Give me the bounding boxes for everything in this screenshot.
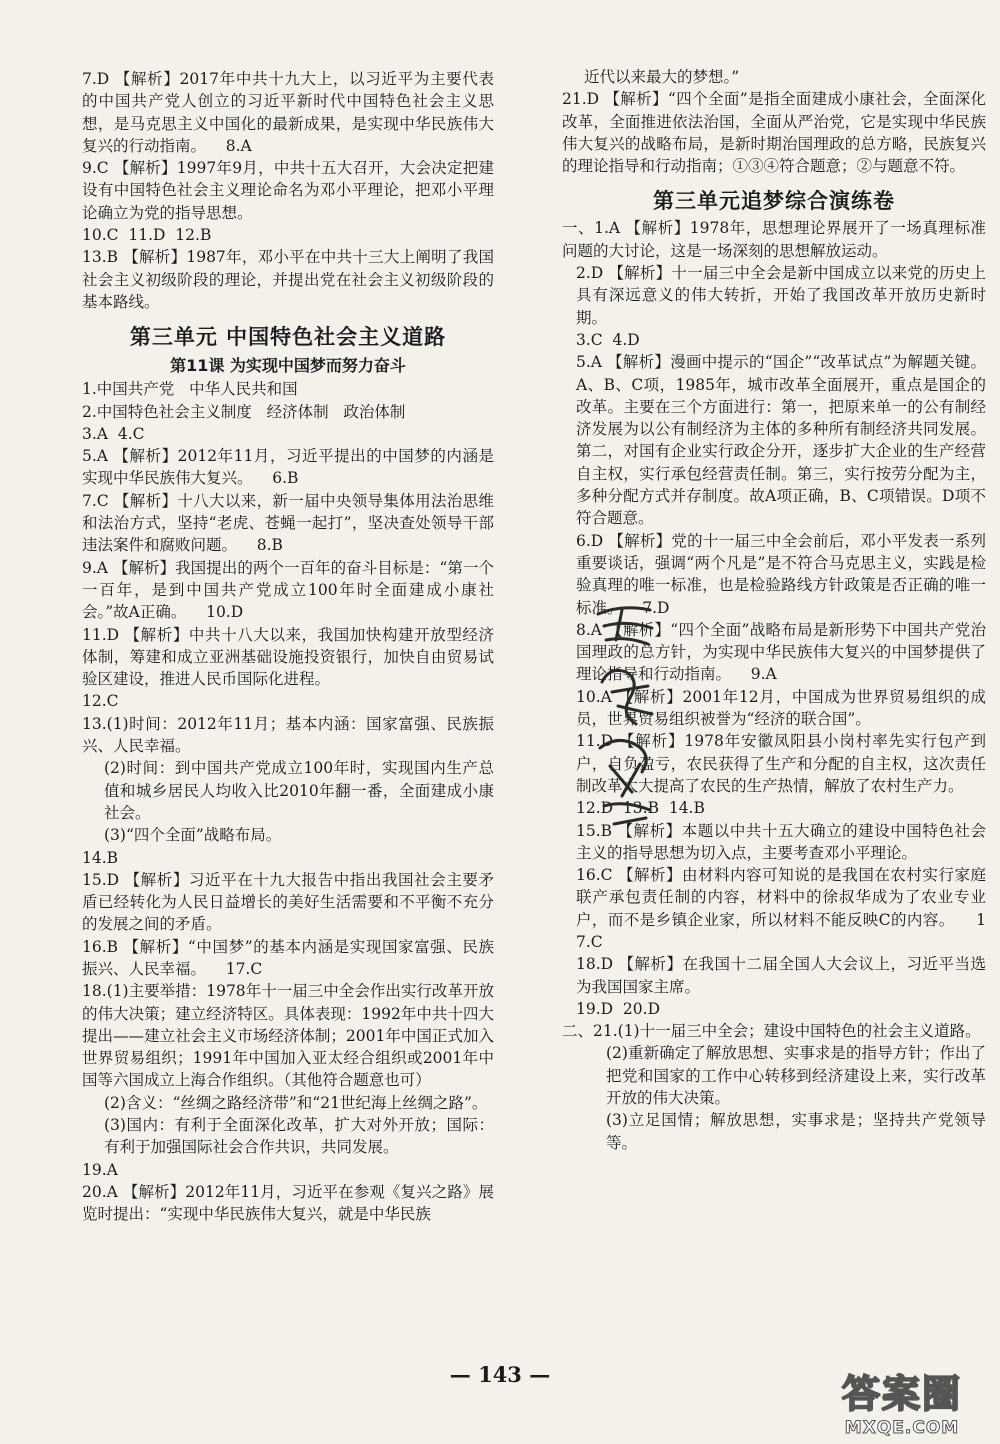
answer-item: 16.C 【解析】由材料内容可知说的是我国在农村实行家庭联产承包责任制的内容，材料中的徐叔华成为了农业专业户，而不是乡镇企业家，所以材料不能反映C的内容。 17.C xyxy=(576,866,986,951)
unit-title: 第三单元 中国特色社会主义道路 xyxy=(129,325,447,350)
answer-item: 10.C 11.D 12.B xyxy=(82,226,212,245)
answer-continuation: 近代以来最大的梦想。” xyxy=(584,68,740,86)
page-number: — 143 — xyxy=(449,1362,551,1387)
answer-item: 2.中国特色社会主义制度 经济体制 政治体制 xyxy=(82,402,406,421)
answer-item: 12.D 13.B 14.B xyxy=(576,799,705,818)
answer-item: 二、21.(1)十一届三中全会；建设中国特色的社会主义道路。 xyxy=(562,1022,981,1041)
scribble-stroke xyxy=(598,608,652,644)
answer-item: 5.A 【解析】漫画中提示的“国企”“改革试点”为解题关键。A、B、C项，1985年，城市改革全面展开，重点是国企的改革。主要在三个方面进行：第一，把原来单一的公有制经济发展为以公有制经济为主体的多种所有制经济共同发展。第二，对国有企业实行政企分开，逐步扩大企业的生产经营自主权，实行承包经营责任制。第三，实行按劳分配为主，多种分配方式并存制度。故A项正确，B、C项错误。D项不符合题意。 xyxy=(576,353,986,528)
answer-subitem: (3)国内：有利于全面深化改革，扩大对外开放；国际：有利于加强国际社会合作共识，共同发展。 xyxy=(104,1116,494,1157)
exam-title: 第三单元追梦综合演练卷 xyxy=(653,189,895,214)
answer-item: 21.D 【解析】“四个全面”是指全面建成小康社会，全面深化改革，全面推进依法治国，全面从严治党，它是实现中华民族伟大复兴的战略布局，是新时期治国理政的总方略，民族复兴的理论指导和行动指南；①③④符合题意；②与题意不符。 xyxy=(562,90,986,176)
answer-item: 18.D 【解析】在我国十二届全国人大会议上，习近平当选为我国国家主席。 xyxy=(576,955,986,996)
answer-item: 11.D 【解析】1978年安徽凤阳县小岗村率先实行包产到户，自负盈亏，农民获得了生产和分配的自主权，这次责任制改革大大提高了农民的生产热情，解放了农村生产力。 xyxy=(576,732,986,795)
answer-item: 14.B xyxy=(82,848,119,867)
answer-item: 10.A 【解析】2001年12月，中国成为世界贸易组织的成员，世界贸易组织被誉为“经济的联合国”。 xyxy=(576,687,986,729)
answer-item: 一、1.A 【解析】1978年，思想理论界展开了一场真理标准问题的大讨论，这是一场深刻的思想解放运动。 xyxy=(562,219,986,260)
answer-item: 12.C xyxy=(82,692,119,711)
answer-subitem: (3)“四个全面”战略布局。 xyxy=(104,826,282,845)
answer-item: 3.A 4.C xyxy=(82,424,145,443)
answer-item: 15.B 【解析】本题以中共十五大确立的建设中国特色社会主义的指导思想为切入点，主要考查邓小平理论。 xyxy=(576,821,986,862)
answer-subitem: (3)立足国情；解放思想，实事求是；坚持共产党领导等。 xyxy=(606,1111,986,1152)
scribble-stroke xyxy=(602,670,652,724)
answer-subitem: (2)重新确定了解放思想、实事求是的指导方针；作出了把党和国家的工作中心转移到经济建设上来，实行改革开放的伟大决策。 xyxy=(606,1044,986,1108)
answer-item: 19.D 20.D xyxy=(576,999,661,1018)
handwritten-scribble xyxy=(592,596,664,836)
answer-item: 9.C 【解析】1997年9月，中共十五大召开，大会决定把建设有中国特色社会主义理论命名为邓小平理论，把邓小平理论确立为党的指导思想。 xyxy=(82,159,494,222)
answer-item: 18.(1)主要举措：1978年十一届三中全会作出实行改革开放的伟大决策；建立经济特区。具体表现：1992年中共十四大提出——建立社会主义市场经济体制；2001年中国正式加入世界贸易组织；1991年中国加入亚太经合组织或2001年中国等六国成立上海合作组织。（其他符合题意也可） xyxy=(82,982,494,1090)
answer-item: 13.B 【解析】1987年，邓小平在中共十三大上阐明了我国社会主义初级阶段的理论，并提出党在社会主义初级阶段的基本路线。 xyxy=(82,248,494,311)
watermark-url: MXQE.COM xyxy=(844,1418,960,1438)
answer-item: 6.D 【解析】党的十一届三中全会前后，邓小平发表一系列重要谈话，强调“两个凡是”是不符合马克思主义，实践是检验真理的唯一标准，也是检验路线方针政策是否正确的唯一标准。 7.D xyxy=(576,531,986,617)
answer-subitem: (2)时间：到中国共产党成立100年时，实现国内生产总值和城乡居民人均收入比2010年翻一番，全面建成小康社会。 xyxy=(104,759,494,822)
left-column xyxy=(82,68,494,1226)
answer-item: 1.中国共产党 中华人民共和国 xyxy=(82,380,298,399)
lesson-title: 第11课 为实现中国梦而努力奋斗 xyxy=(170,356,406,376)
answer-item: 19.A xyxy=(82,1160,118,1179)
answer-item: 7.D 【解析】2017年中共十九大上，以习近平为主要代表的中国共产党人创立的习近平新时代中国特色社会主义思想，是马克思主义中国化的最新成果，是实现中华民族伟大复兴的行动指南。 8.A xyxy=(82,70,494,155)
answer-item: 8.A 【解析】“四个全面”战略布局是新形势下中国共产党治国理政的总方针，为实现中华民族伟大复兴的中国梦提供了理论指导和行动指南。 9.A xyxy=(576,620,986,684)
answer-item: 20.A 【解析】2012年11月，习近平在参观《复兴之路》展览时提出：“实现中华民族伟大复兴，就是中华民族 xyxy=(82,1182,494,1224)
answer-item: 13.(1)时间：2012年11月；基本内涵：国家富强、民族振兴、人民幸福。 xyxy=(82,714,494,756)
scribble-stroke xyxy=(600,740,650,824)
answer-item: 15.D 【解析】习近平在十九大报告中指出我国社会主要矛盾已经转化为人民日益增长的美好生活需要和不平衡不充分的发展之间的矛盾。 xyxy=(82,870,494,934)
answer-item: 11.D 【解析】中共十八大以来，我国加快构建开放型经济体制，筹建和成立亚洲基础设施投资银行，加快自由贸易试验区建设，推进人民币国际化进程。 xyxy=(82,625,494,689)
answer-item: 3.C 4.D xyxy=(576,330,640,349)
answer-item: 5.A 【解析】2012年11月，习近平提出的中国梦的内涵是实现中华民族伟大复兴。 6.B xyxy=(82,447,494,488)
answer-subitem: (2)含义：“丝绸之路经济带”和“21世纪海上丝绸之路”。 xyxy=(104,1093,488,1112)
answer-item: 7.C 【解析】十八大以来，新一届中央领导集体用法治思维和法治方式，坚持“老虎、苍蝇一起打”，坚决查处领导干部违法案件和腐败问题。 8.B xyxy=(82,491,494,555)
answer-item: 9.A 【解析】我国提出的两个一百年的奋斗目标是：“第一个一百年，是到中国共产党成立100年时全面建成小康社会。”故A正确。 10.D xyxy=(82,558,494,622)
answer-item: 2.D 【解析】十一届三中全会是新中国成立以来党的历史上具有深远意义的伟大转折，开始了我国改革开放历史新时期。 xyxy=(576,264,986,327)
watermark-logo xyxy=(808,1368,996,1440)
answer-item: 16.B 【解析】“中国梦”的基本内涵是实现国家富强、民族振兴、人民幸福。 17.C xyxy=(82,937,494,978)
watermark-text: 答案圈 xyxy=(841,1372,962,1416)
